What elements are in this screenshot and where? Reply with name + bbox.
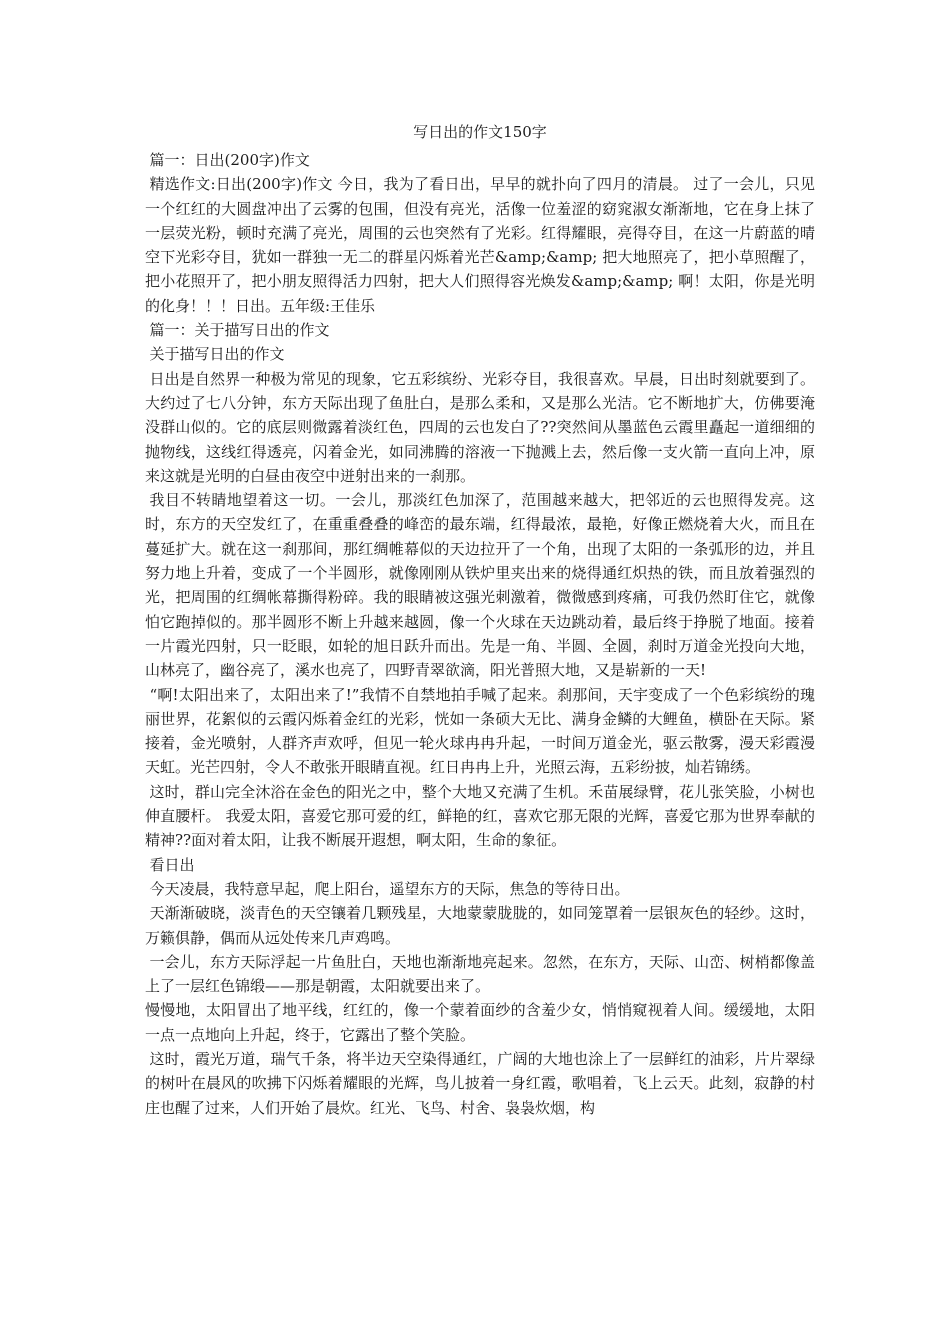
paragraph-heading-4: 看日出 (149, 855, 195, 874)
paragraph-body-6: 今天凌晨，我特意早起，爬上阳台，遥望东方的天际，焦急的等待日出。 (149, 879, 630, 898)
paragraph-body-5: 这时，群山完全沐浴在金色的阳光之中，整个大地又充满了生机。禾苗展绿臂，花儿张笑脸，小树也伸直腰杆。 我爱太阳，喜爱它那可爱的红，鲜艳的红，喜欢它那无限的光辉，喜爱它那为世界奉献的精神??面对着太阳，让我不断展开遐想，啊太阳，生命的象征。 (145, 782, 815, 850)
paragraph-heading-3: 关于描写日出的作文 (149, 345, 285, 364)
paragraph-body-1: 精选作文:日出(200字)作文 今日，我为了看日出，早早的就扑向了四月的清晨。 过了一会儿，只见一个红红的大圆盘冲出了云雾的包围，但没有亮光，活像一位羞涩的窈窕淑女渐渐地，它在身上抹了一层荧光粉，顿时充满了亮光，周围的云也突然有了光彩。红得耀眼，亮得夺目，在这一片蔚蓝的晴空下光彩夺目，犹如一群独一无二的群星闪烁着光芒&amp;&amp; 把大地照亮了，把小草照醒了，把小花照开了，把小朋友照得活力四射，把大人们照得容光焕发&amp;&amp; 啊！太阳，你是光明的化身！！！日出。五年级:王佳乐 (145, 175, 815, 315)
paragraph-body-3: 我目不转睛地望着这一切。一会儿，那淡红色加深了，范围越来越大，把邻近的云也照得发亮。这时，东方的天空发红了，在重重叠叠的峰峦的最东端，红得最浓，最艳，好像正燃烧着大火，而且在蔓延扩大。就在这一刹那间，那红绸帷幕似的天边拉开了一个角，出现了太阳的一条弧形的边，并且努力地上升着，变成了一个半圆形，就像刚刚从铁炉里夹出来的烧得通红炽热的铁，而且放着强烈的光，把周围的红绸帐幕撕得粉碎。我的眼睛被这强光刺激着，微微感到疼痛，可我仍然盯住它，就像怕它跑掉似的。那半圆形不断上升越来越圆，像一个火球在天边跳动着，最后终于挣脱了地面。接着一片霞光四射，只一眨眼，如轮的旭日跃升而出。先是一角、半圆、全圆，刹时万道金光投向大地，山林亮了，幽谷亮了，溪水也亮了，四野青翠欲滴，阳光普照大地，又是崭新的一天! (145, 491, 815, 680)
paragraph-body-7: 天渐渐破晓，淡青色的天空镶着几颗残星，大地蒙蒙胧胧的，如同笼罩着一层银灰色的轻纱。这时，万籁俱静，偶而从远处传来几声鸡鸣。 (145, 904, 815, 947)
paragraph-body-4: “啊!太阳出来了，太阳出来了!”我情不自禁地拍手喊了起来。刹那间，天宇变成了一个色彩缤纷的瑰丽世界，花絮似的云霞闪烁着金红的光彩，恍如一条硕大无比、满身金鳞的大鲤鱼，横卧在天际。紧接着，金光喷射，人群齐声欢呼，但见一轮火球冉冉升起，一时间万道金光，驱云散雾，漫天彩霞漫天虹。光芒四射，令人不敢张开眼睛直视。红日冉冉上升，光照云海，五彩纷披，灿若锦绣。 (145, 685, 815, 777)
paragraph-heading-1: 篇一：日出(200字)作文 (149, 151, 310, 169)
paragraph-body-10: 这时，霞光万道，瑞气千条，将半边天空染得通红，广阔的大地也涂上了一层鲜红的油彩，片片翠绿的树叶在晨风的吹拂下闪烁着耀眼的光辉，鸟儿披着一身红霞，歌唱着，飞上云天。此刻，寂静的村庄也醒了过来，人们开始了晨炊。红光、飞鸟、村舍、袅袅炊烟，构 (145, 1049, 815, 1117)
paragraph-body-8: 一会儿，东方天际浮起一片鱼肚白，天地也渐渐地亮起来。忽然，在东方，天际、山峦、树梢都像盖上了一层红色锦缎——那是朝霞，太阳就要出来了。 (145, 952, 815, 996)
paragraph-heading-2: 篇一：关于描写日出的作文 (149, 321, 330, 340)
paragraph-body-9: 慢慢地，太阳冒出了地平线，红红的，像一个蒙着面纱的含羞少女，悄悄窥视着人间。缓缓地，太阳一点一点地向上升起，终于，它露出了整个笑脸。 (145, 1001, 815, 1044)
paragraph-body-2: 日出是自然界一种极为常见的现象，它五彩缤纷、光彩夺目，我很喜欢。早晨，日出时刻就要到了。大约过了七八分钟，东方天际出现了鱼肚白，是那么柔和，又是那么光洁。它不断地扩大，仿佛要淹没群山似的。它的底层则微露着淡红色，四周的云也发白了??突然间从墨蓝色云霞里矗起一道细细的抛物线，这线红得透亮，闪着金光，如同沸腾的溶液一下抛溅上去，然后像一支火箭一直向上冲，原来这就是光明的白昼由夜空中迸射出来的一刹那。 (145, 369, 815, 485)
document-page (145, 120, 815, 1120)
document-title: 写日出的作文150字 (413, 123, 547, 141)
